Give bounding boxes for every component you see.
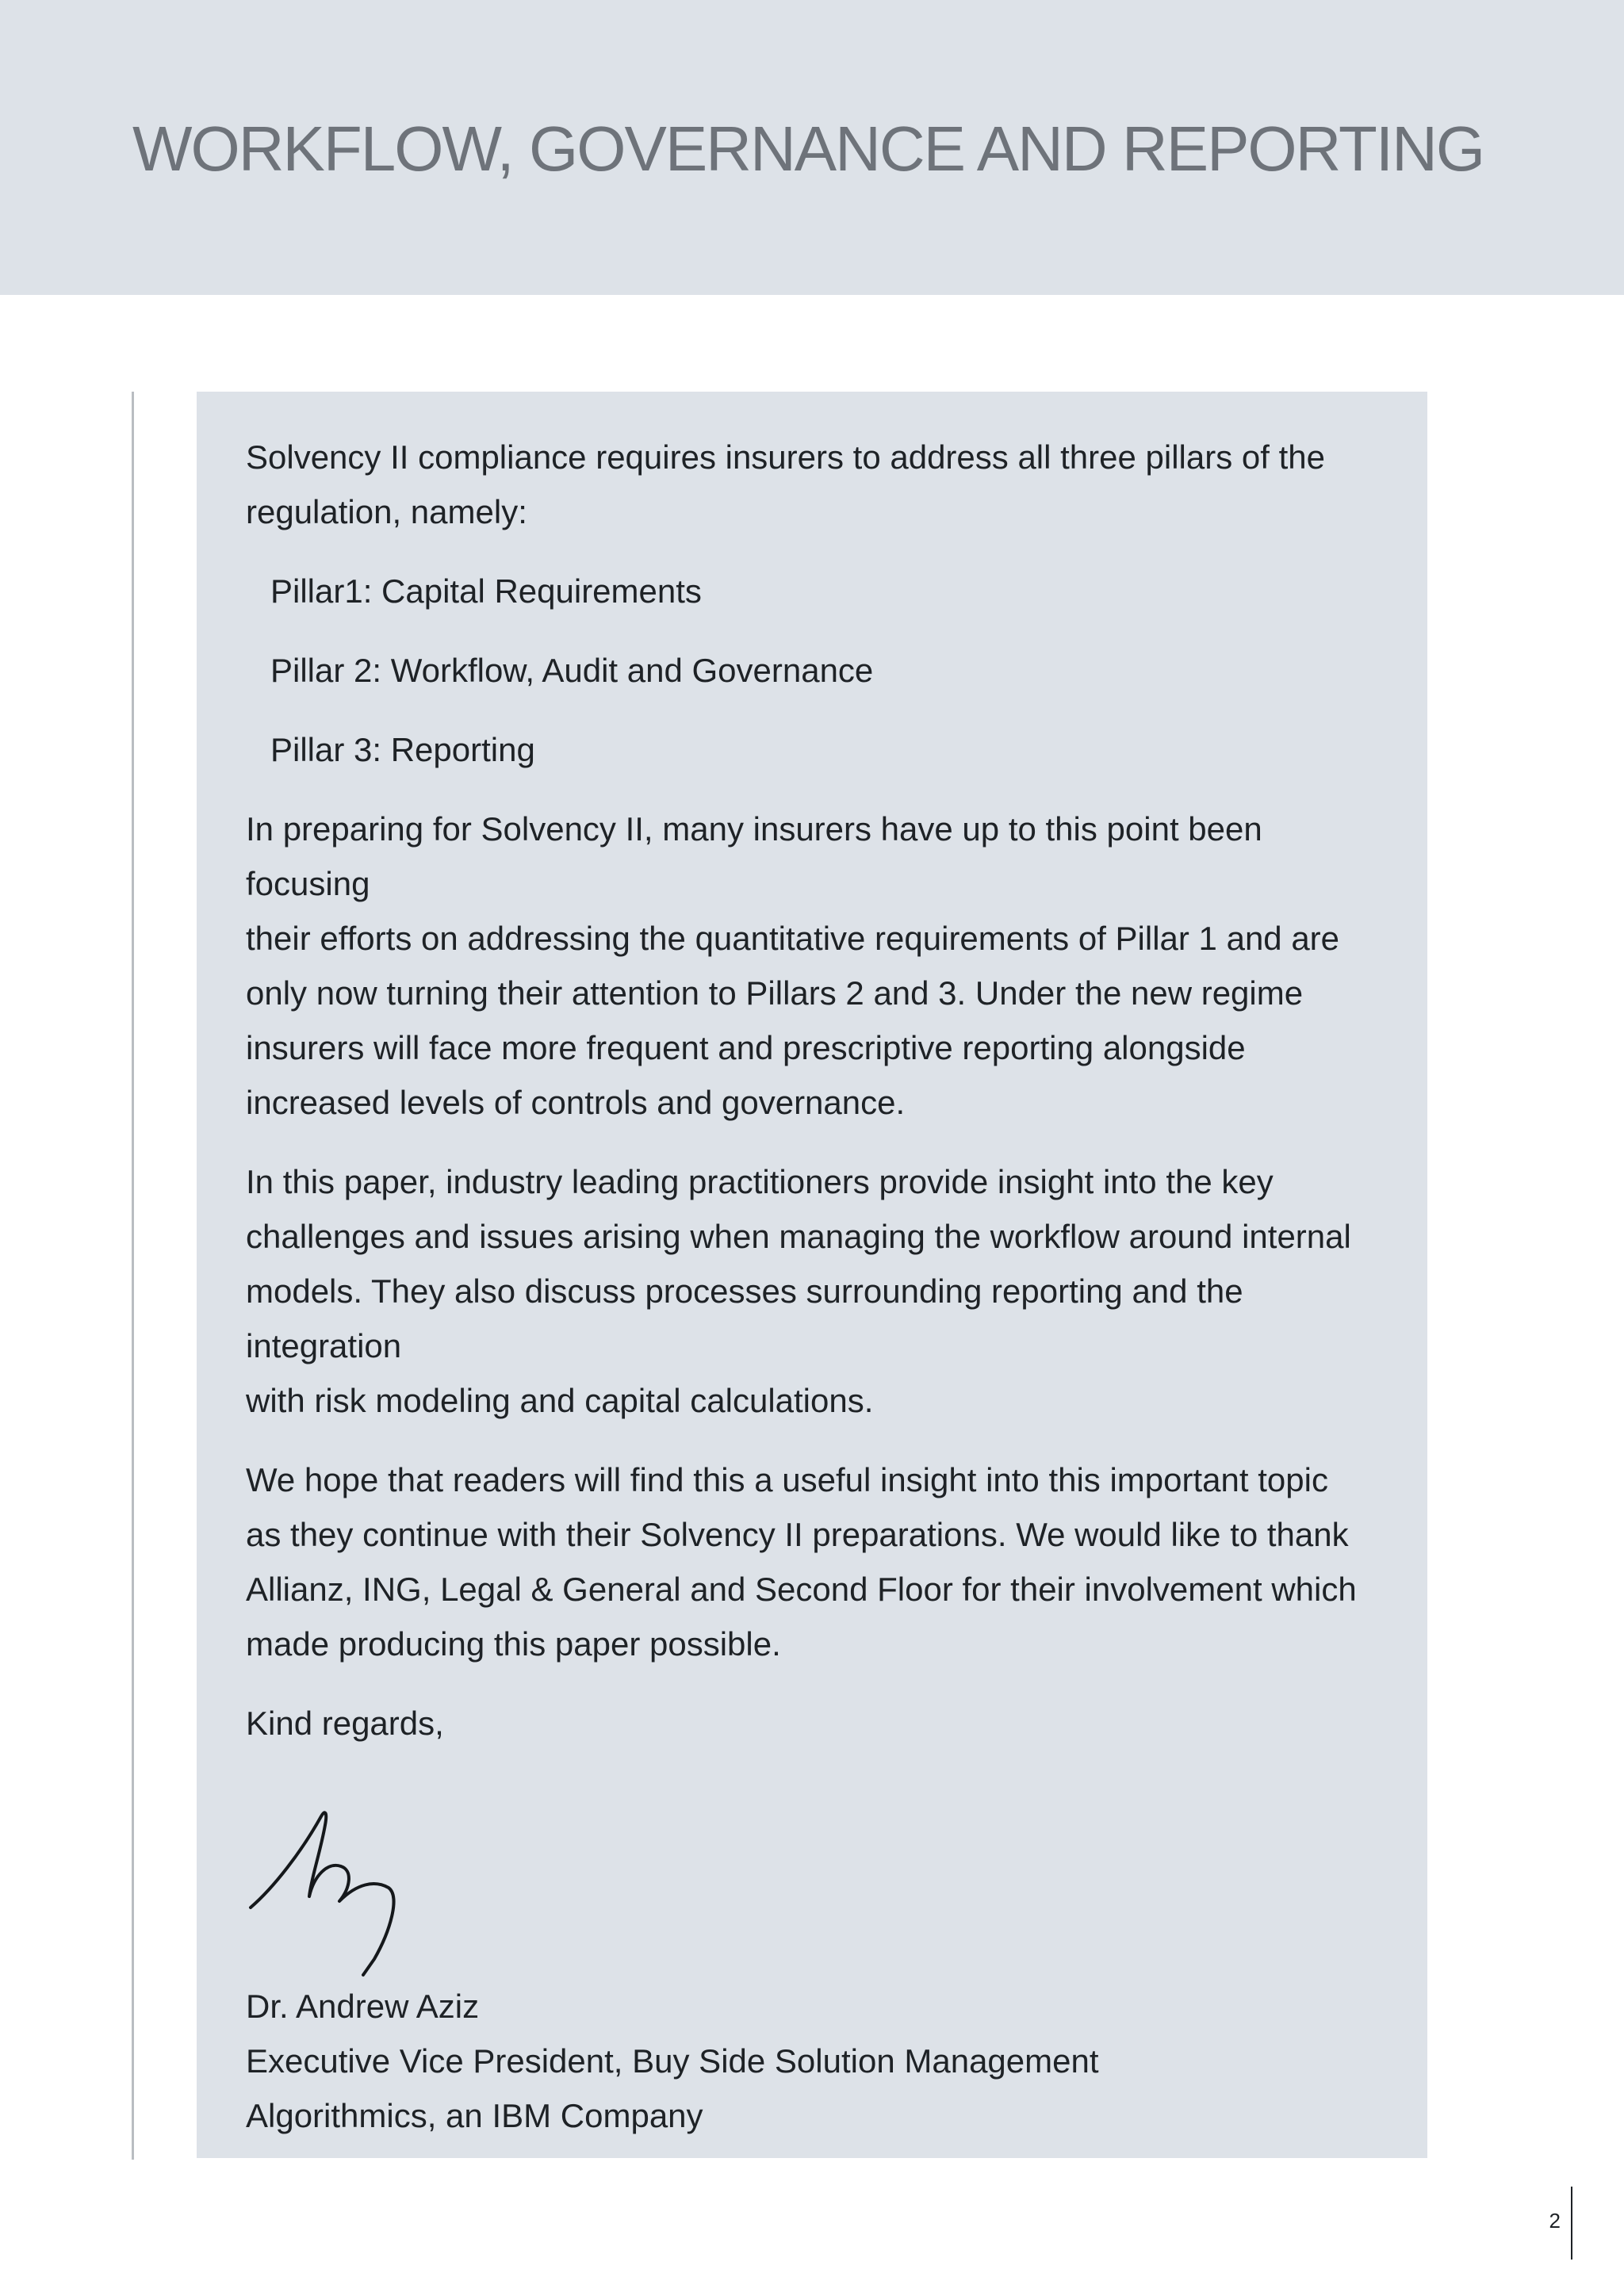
intro-paragraph: Solvency II compliance requires insurers to address all three pillars of the regulation, namely: [246,438,1325,530]
closing-salutation: Kind regards, [246,1705,444,1742]
letter-panel [197,392,1427,2158]
pillar-item-1: Pillar1: Capital Requirements [270,572,702,610]
body-paragraph-thanks: We hope that readers will find this a useful insight into this important topic as they continue with their Solvency II preparations. We would like to thank Allianz, ING, Legal & General and Second Floor for their involvement which made producing this paper possible. [246,1461,1357,1663]
page-number: 2 [1549,2209,1561,2233]
side-rule [132,392,134,2160]
header-band [0,0,1624,295]
body-paragraph-preparing: In preparing for Solvency II, many insurers have up to this point been focusing their efforts on addressing the quantitative requirements of Pillar 1 and are only now turning their attention to Pillars 2 and 3. Under the new regime insurers will face more frequent and prescriptive reporting alongside increased levels of controls and governance. [246,810,1340,1121]
pillar-item-3: Pillar 3: Reporting [270,731,535,768]
page-title: WORKFLOW, GOVERNANCE AND REPORTING [132,113,1484,184]
signatory-position: Executive Vice President, Buy Side Solution Management [246,2042,1099,2080]
body-paragraph-paper: In this paper, industry leading practitioners provide insight into the key challenges and issues arising when managing the workflow around internal models. They also discuss processes surrounding reporting and the integration with risk modeling and capital calculations. [246,1163,1351,1419]
page-number-divider [1571,2187,1572,2260]
signature-icon [246,1749,484,1979]
signatory-company: Algorithmics, an IBM Company [246,2097,703,2134]
pillar-item-2: Pillar 2: Workflow, Audit and Governance [270,652,874,689]
signatory-name: Dr. Andrew Aziz [246,1988,480,2025]
